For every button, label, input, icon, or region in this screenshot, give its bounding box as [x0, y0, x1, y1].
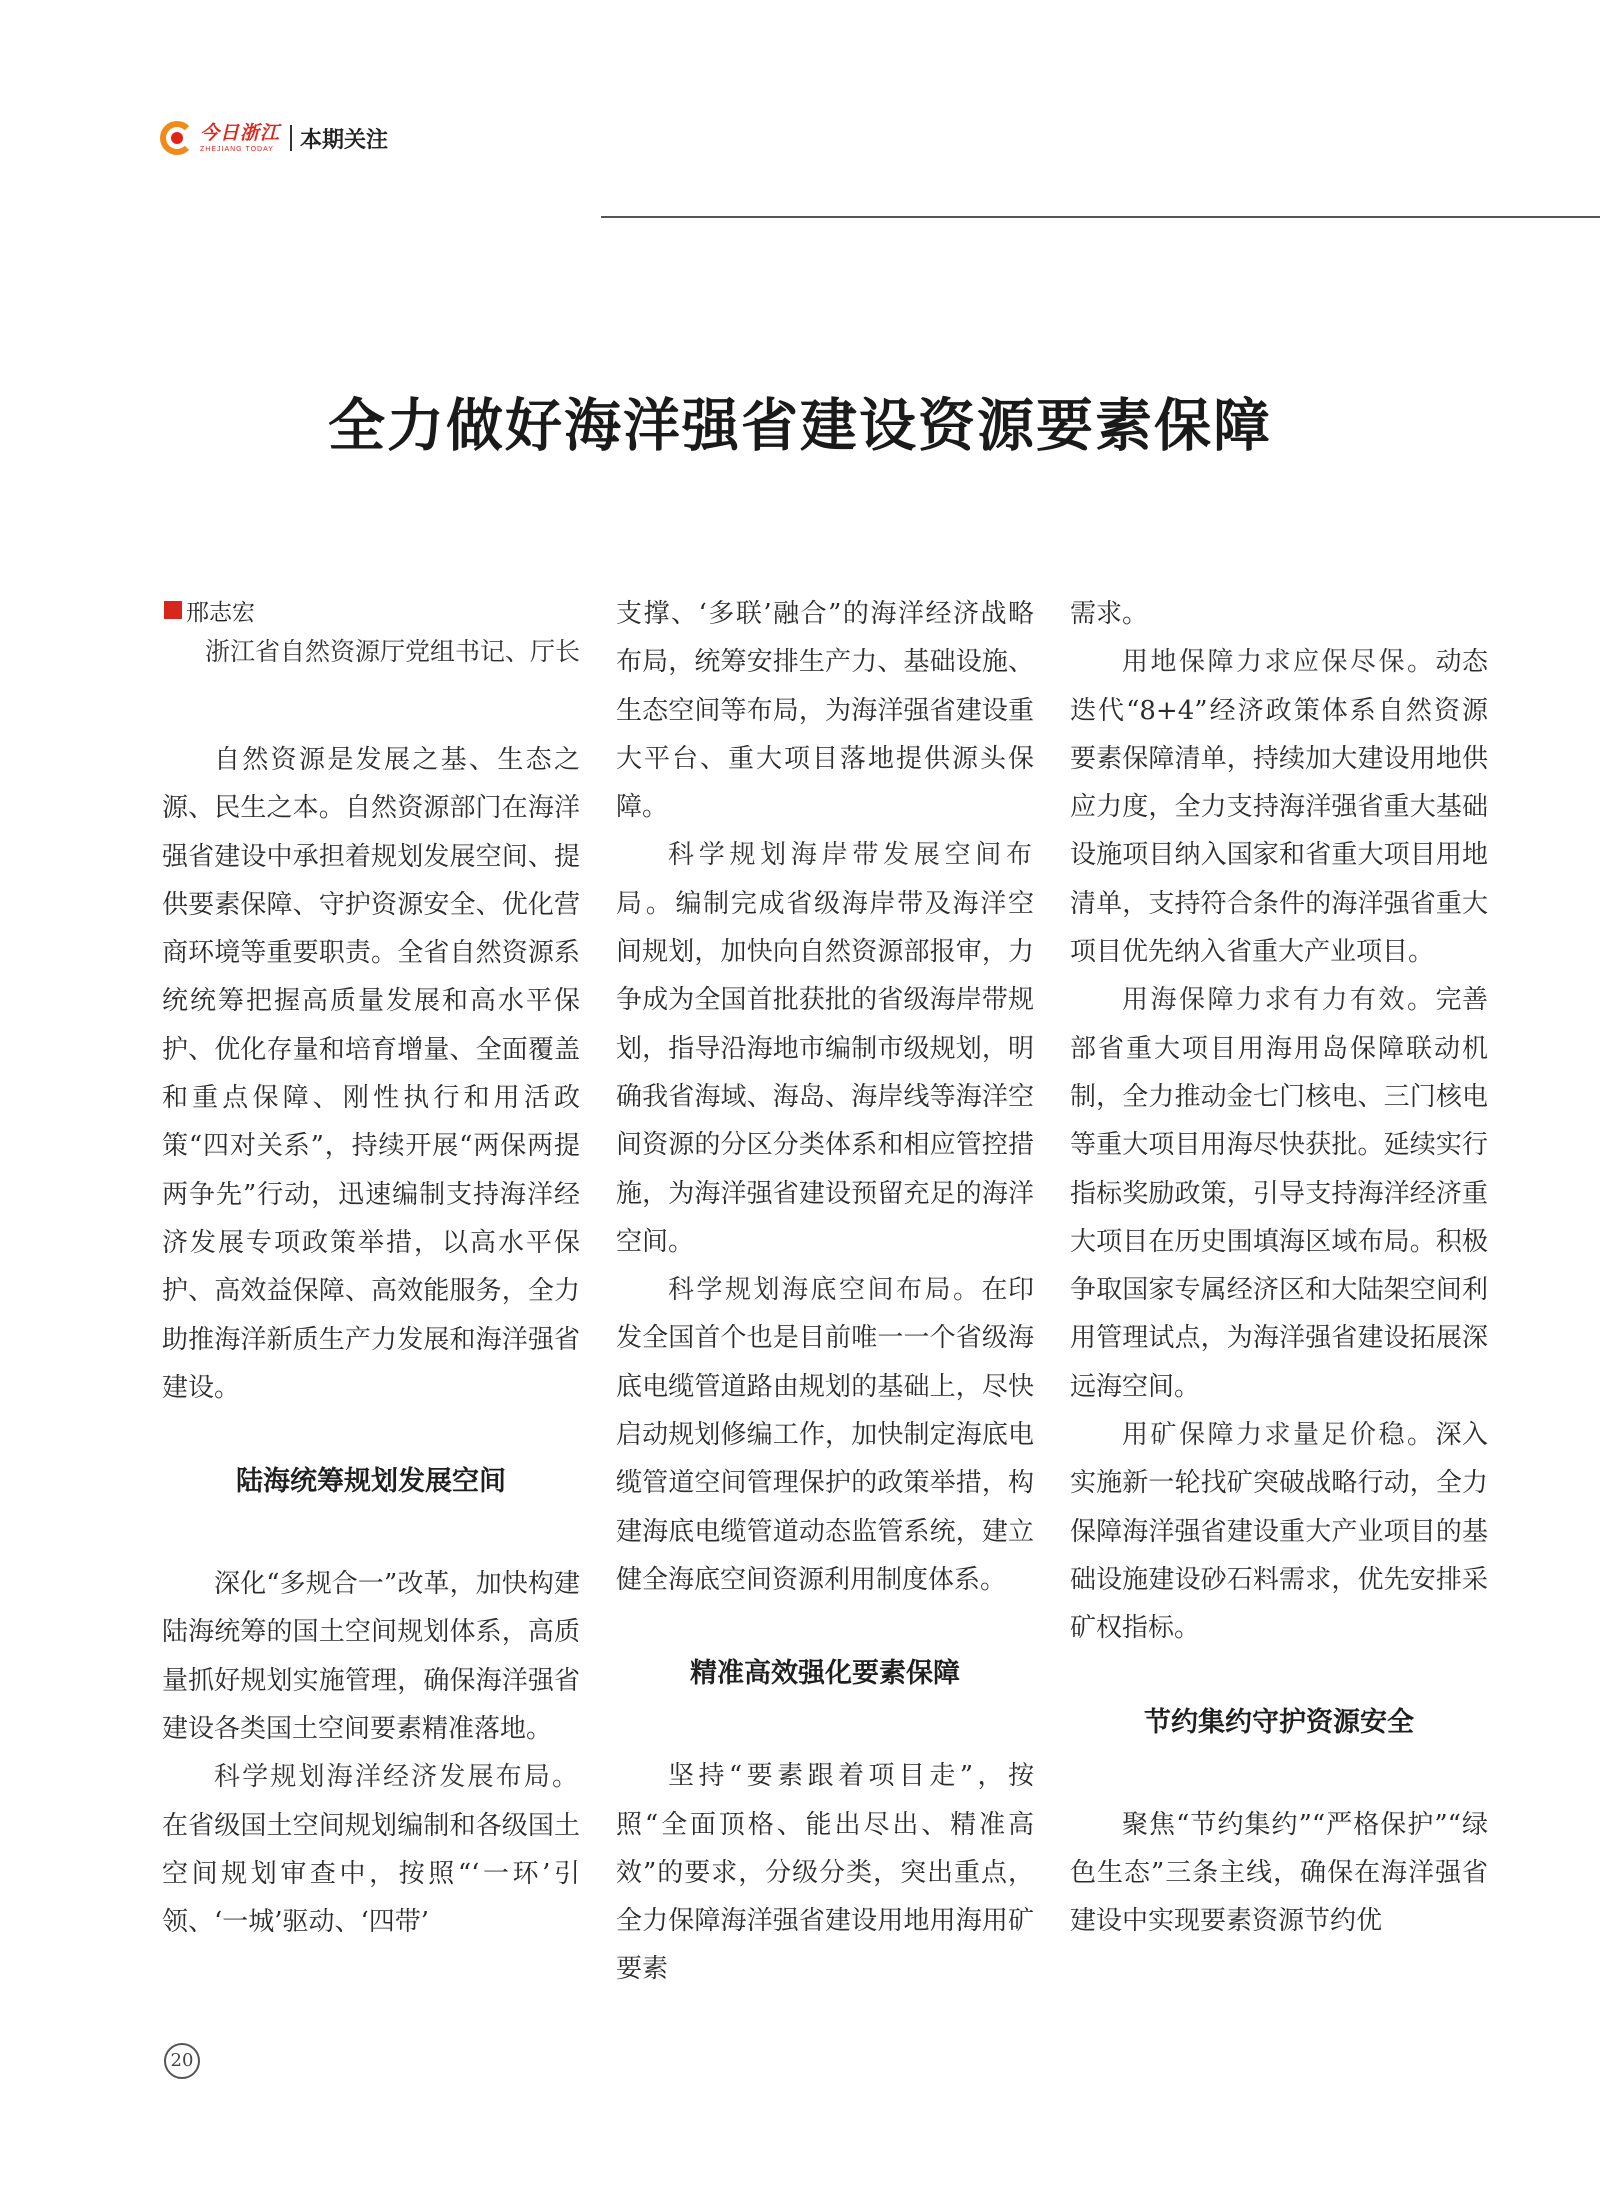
section-label: 本期关注 [300, 127, 389, 153]
header-rule [601, 216, 1600, 218]
section-heading: 节约集约守护资源安全 [1144, 1706, 1414, 1738]
section-heading: 精准高效强化要素保障 [690, 1658, 960, 1690]
section-heading: 陆海统筹规划发展空间 [236, 1466, 506, 1498]
paragraph-lead: 科学规划海底空间布局。 [668, 1275, 982, 1306]
author-line [164, 590, 580, 630]
paragraph [616, 831, 1034, 1266]
logo-chinese-text: 今日浙江 [200, 121, 281, 144]
paragraph-lead: 科学规划海洋经济发展布局。 [214, 1762, 580, 1793]
article-title: 全力做好海洋强省建设资源要素保障 [328, 392, 1272, 459]
paragraph: 需求。 [1070, 599, 1149, 629]
column-1 [162, 590, 580, 1947]
magazine-logo [160, 121, 280, 155]
paragraph: 深化“多规合一”改革，加快构建陆海统筹的国土空间规划体系，高质量抓好规划实施管理，确保海洋强省建设各类国土空间要素精准落地。 [162, 1569, 580, 1745]
page-number: 20 [164, 2043, 200, 2079]
paragraph [1070, 1411, 1488, 1652]
page-header [160, 118, 388, 158]
column-3 [1070, 590, 1488, 1945]
paragraph: 聚焦“节约集约”“严格保护”“绿色生态”三条主线，确保在海洋强省建设中实现要素资源节约优 [1070, 1809, 1488, 1937]
paragraph-body: 在省级国土空间规划编制和各级国土空间规划审查中，按照“‘一环’引领、‘一城’驱动、‘四带’ [162, 1810, 580, 1938]
paragraph-body: 深入实施新一轮找矿突破战略行动，全力保障海洋强省建设重大产业项目的基础设施建设砂石料需求，优先安排采矿权指标。 [1070, 1420, 1488, 1644]
author-position: 浙江省自然资源厅党组书记、厅长 [204, 637, 580, 666]
paragraph: 自然资源是发展之基、生态之源、民生之本。自然资源部门在海洋强省建设中承担着规划发展空间、提供要素保障、守护资源安全、优化营商环境等重要职责。全省自然资源系统统筹把握高质量发展和高水平保护、优化存量和培育增量、全面覆盖和重点保障、刚性执行和用活政策“四对关系”，持续开展“两保两提两争先”行动，迅速编制支持海洋经济发展专项政策举措，以高水平保护、高效益保障、高效能服务，全力助推海洋新质生产力发展和海洋强省建设。 [162, 745, 580, 1403]
paragraph [1070, 976, 1488, 1411]
logo-sun-icon [160, 121, 194, 155]
logo-english-text: ZHEJIANG TODAY [200, 145, 274, 153]
paragraph-body: 完善部省重大项目用海用岛保障联动机制，全力推动金七门核电、三门核电等重大项目用海尽快获批。延续实行指标奖励政策，引导支持海洋经济重大项目在历史围填海区域布局。积极争取国家专属经济区和大陆架空间利用管理试点，为海洋强省建设拓展深远海空间。 [1070, 985, 1488, 1402]
paragraph-body: 在印发全国首个也是目前唯一一个省级海底电缆管道路由规划的基础上，尽快启动规划修编工作，加快制定海底电缆管道空间管理保护的政策举措，构建海底电缆管道动态监管系统，建立健全海底空间资源利用制度体系。 [616, 1275, 1034, 1595]
author-name: 邢志宏 [186, 599, 255, 626]
paragraph: 坚持“要素跟着项目走”，按照“全面顶格、能出尽出、精准高效”的要求，分级分类，突出重点，全力保障海洋强省建设用地用海用矿要素 [616, 1761, 1034, 1985]
paragraph-lead: 用地保障力求应保尽保。 [1122, 647, 1436, 678]
paragraph-lead: 用矿保障力求量足价稳。 [1122, 1420, 1436, 1451]
paragraph-body: 编制完成省级海岸带及海洋空间规划，加快向自然资源部报审，力争成为全国首批获批的省级海岸带规划，指导沿海地市编制市级规划，明确我省海域、海岛、海岸线等海洋空间资源的分区分类体系和相应管控措施，为海洋强省建设预留充足的海洋空间。 [616, 888, 1034, 1257]
paragraph [162, 1753, 580, 1946]
paragraph-body: 动态迭代“8+4”经济政策体系自然资源要素保障清单，持续加大建设用地供应力度，全力支持海洋强省重大基础设施项目纳入国家和省重大项目用地清单，支持符合条件的海洋强省重大项目优先纳入省重大产业项目。 [1070, 647, 1488, 968]
column-2 [616, 590, 1034, 1994]
paragraph-lead: 科学规划海岸带发展空间布局。 [616, 840, 1034, 919]
author-marker-icon [164, 601, 182, 619]
paragraph-lead: 用海保障力求有力有效。 [1122, 985, 1436, 1016]
header-divider [290, 125, 292, 151]
paragraph [1070, 638, 1488, 976]
paragraph: 支撑、‘多联’融合”的海洋经济战略布局，统筹安排生产力、基础设施、生态空间等布局，为海洋强省建设重大平台、重大项目落地提供源头保障。 [616, 599, 1034, 823]
paragraph [616, 1266, 1034, 1604]
